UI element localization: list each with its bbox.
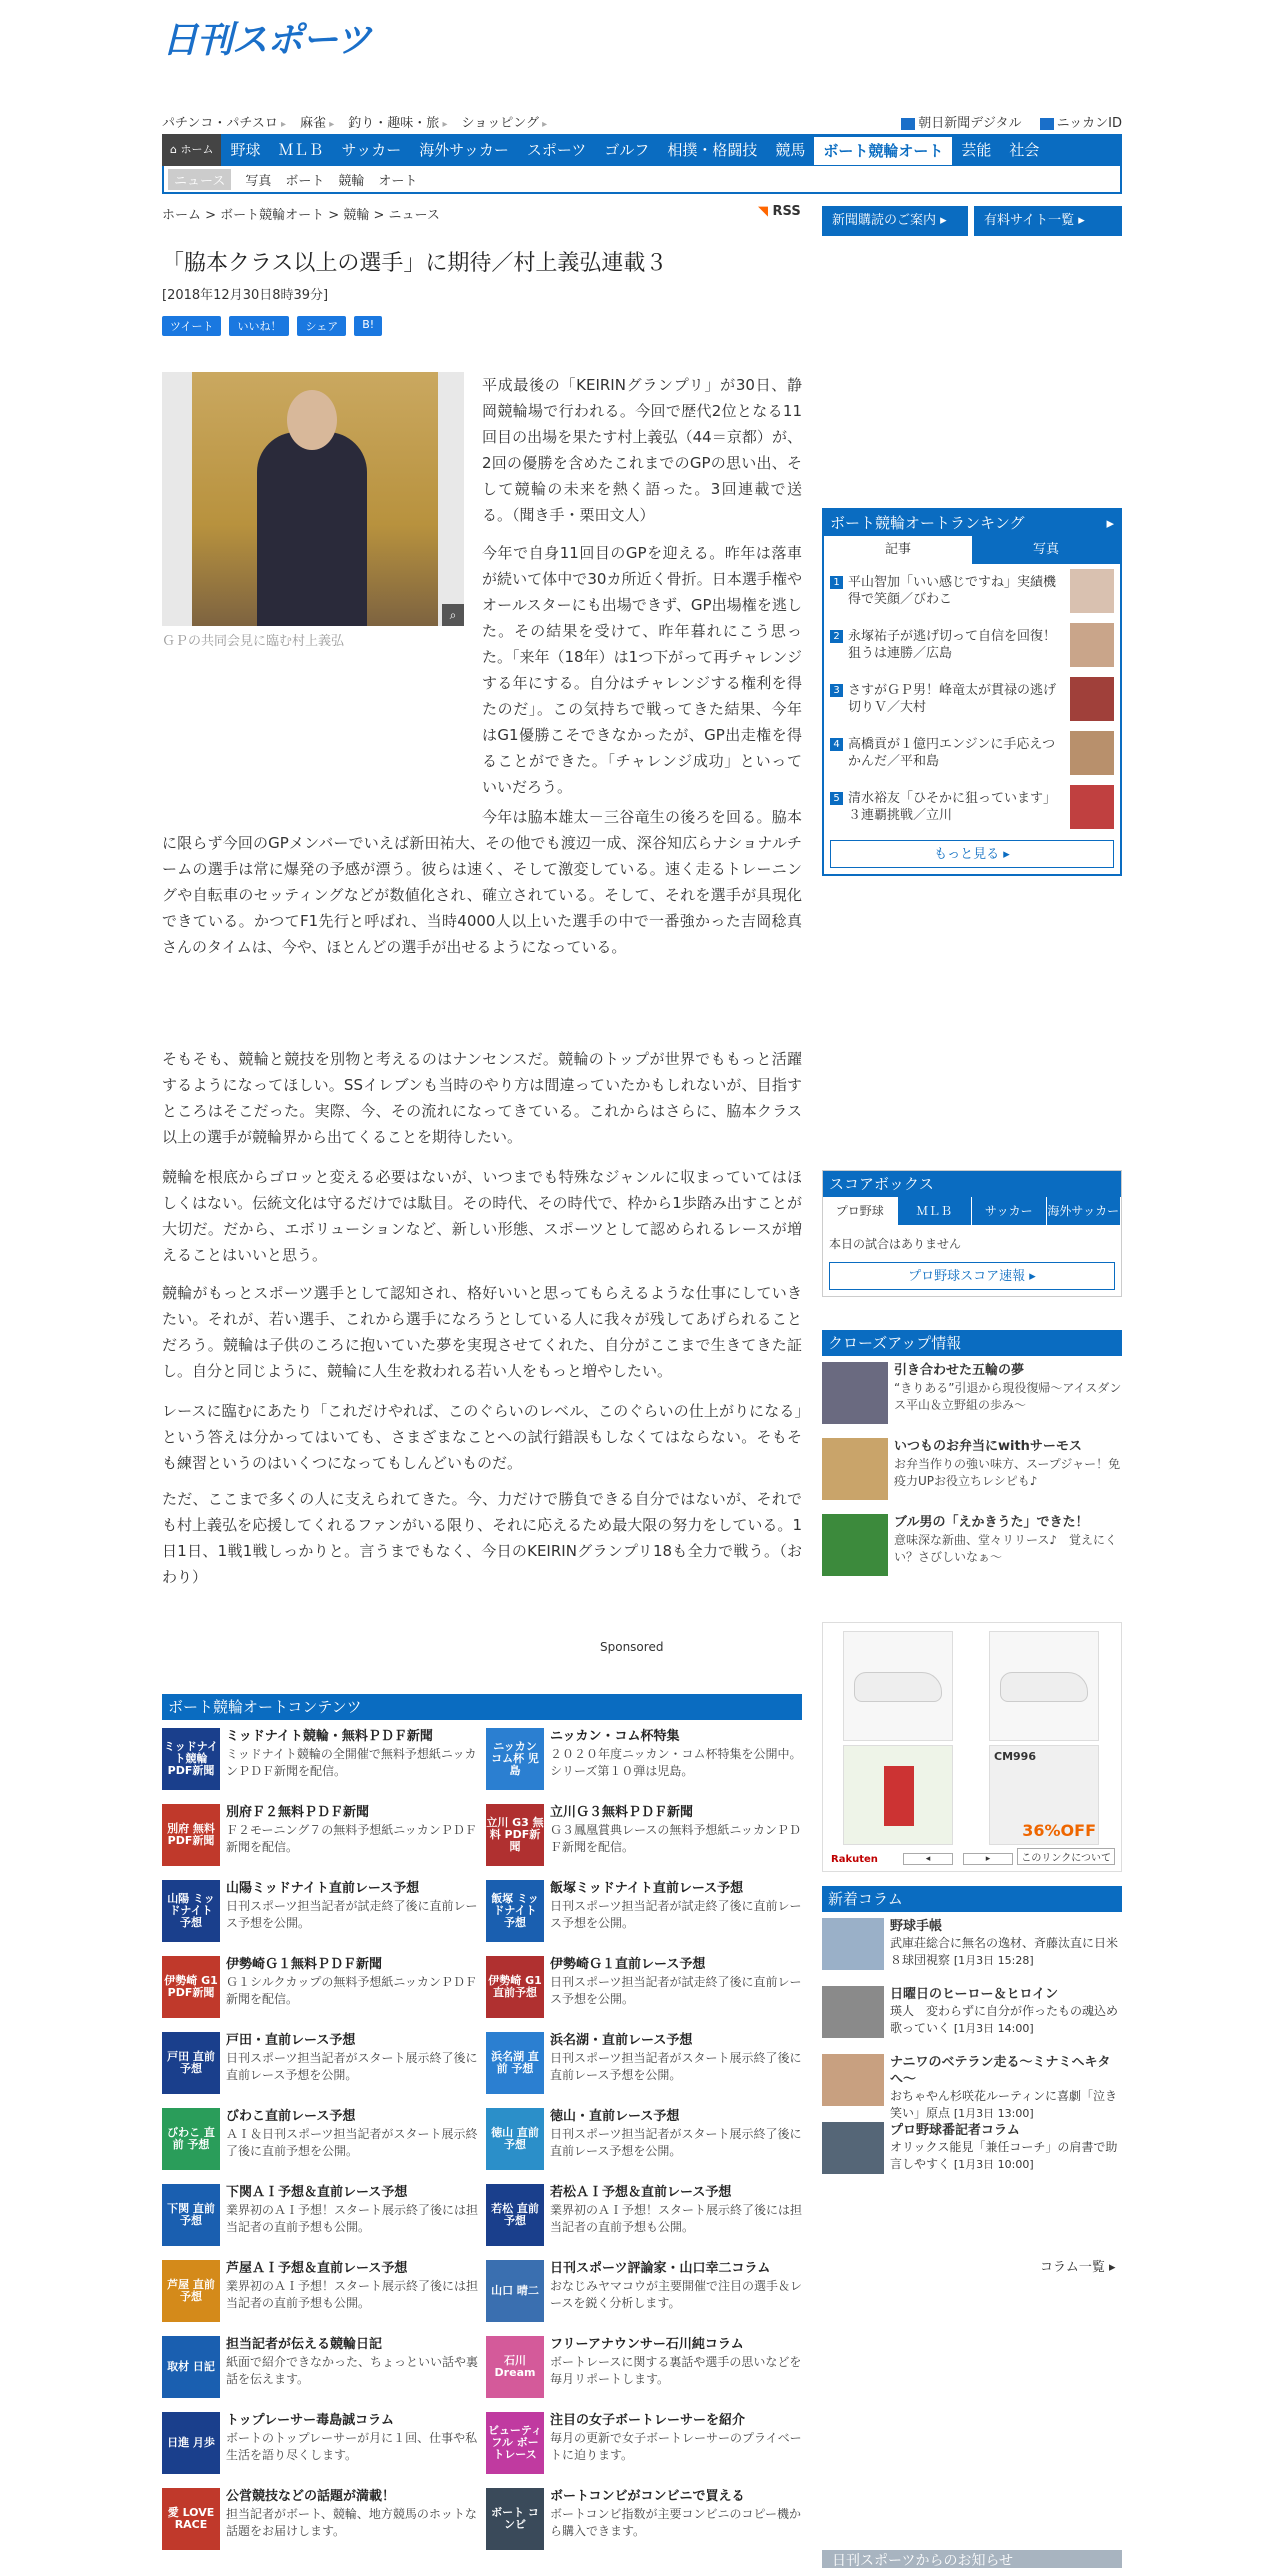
content-desc: 日刊スポーツ担当記者がスタート展示終了後に直前レース予想を公開。 [550, 2127, 802, 2158]
content-title[interactable]: 伊勢崎Ｇ１無料ＰＤＦ新聞 [226, 1957, 383, 1972]
content-desc: ボートコンビ指数が主要コンビニのコピー機から購入できます。 [550, 2507, 802, 2538]
tweet-button[interactable]: ツイート [162, 316, 221, 336]
content-thumbnail-icon: 戸田 直前 予想 [162, 2032, 220, 2094]
content-thumbnail-icon: 飯塚 ミッドナイト 予想 [486, 1880, 544, 1942]
content-thumbnail-icon: 山口 晴二 [486, 2260, 544, 2322]
scorebox-tabs [823, 1197, 1121, 1225]
content-text [226, 2336, 478, 2404]
column-desc-text: おちゃやん杉咲花ルーティンに喜劇「泣き笑い」原点 [890, 2089, 1118, 2120]
boat-content-item[interactable] [162, 1880, 478, 1948]
content-thumbnail-icon: 石川 Dream [486, 2336, 544, 2398]
boat-content-item[interactable] [486, 1728, 802, 1796]
ranking-title: さすがＧＰ男！峰竜太が貫禄の逃げ切りＶ／大村 [848, 683, 1057, 715]
content-title[interactable]: 伊勢崎Ｇ１直前レース予想 [550, 1957, 706, 1972]
ranking-thumbnail [1070, 731, 1114, 775]
boat-content-item[interactable] [486, 2488, 802, 2556]
subnav-link[interactable]: パチンコ・パチスロ ▸ [162, 116, 286, 131]
snav-boat[interactable]: ボート [285, 173, 325, 189]
column-desc [890, 2139, 1122, 2173]
ranking-item[interactable] [824, 618, 1120, 672]
content-text [226, 1728, 478, 1796]
content-thumbnail-icon: 徳山 直前 予想 [486, 2108, 544, 2170]
boat-content-item[interactable] [486, 1956, 802, 2024]
ad-product[interactable] [843, 1631, 953, 1741]
closeup-desc: 意味深な新曲、堂々リリース♪ 覚えにくい？さびしいなぁ〜 [894, 1533, 1118, 1564]
content-desc: 業界初のＡＩ予想！スタート展示終了後には担当記者の直前予想も公開。 [550, 2203, 803, 2234]
utility-nav [162, 112, 1122, 132]
content-desc: 紙面で紹介できなかった、ちょっといい話や裏話を伝えます。 [226, 2355, 479, 2386]
column-desc-text: 瑛人 変わらずに自分が作ったもの魂込め歌っていく [890, 2004, 1119, 2035]
content-text [550, 2108, 802, 2176]
content-desc: ボートレースに関する裏話や選手の思いなどを毎月リポートします。 [550, 2355, 802, 2386]
content-text [226, 1804, 478, 1872]
ad-product[interactable]: CM996 36%OFF [989, 1745, 1099, 1845]
content-desc: 業界初のＡＩ予想！スタート展示終了後には担当記者の直前予想も公開。 [226, 2203, 479, 2234]
subnav-link[interactable]: 麻雀 ▸ [300, 116, 334, 131]
article-paragraph: 競輪がもっとスポーツ選手として認知され、格好いいと思ってもらえるような仕事にしていきたい。それが、若い選手、これから選手になろうとしている人に我々が残してあげられることだろう。競輪は子供のころに抱いていた夢を実現させてくれた、自分がここまで生きてきた証し。自分と同じように、競輪に人生を救われる若い人をもっと増やしたい。 [162, 1284, 802, 1380]
photo-subject-head [287, 390, 337, 450]
ranking-number: 1 [830, 576, 843, 589]
content-text [226, 2184, 478, 2252]
boat-contents-heading: ボート競輪オートコンテンツ [162, 1694, 802, 1720]
ranking-panel [822, 508, 1122, 876]
closeup-title[interactable]: 引き合わせた五輪の夢 [894, 1363, 1025, 1378]
content-thumbnail-icon: 下関 直前 予想 [162, 2184, 220, 2246]
content-text [226, 2260, 478, 2328]
content-title[interactable]: 公営競技などの話題が満載！ [226, 2489, 396, 2504]
ranking-thumbnail [1070, 569, 1114, 613]
content-title[interactable]: 担当記者が伝える競輪日記 [226, 2337, 383, 2352]
ad-about-link[interactable]: このリンクについて [1017, 1848, 1115, 1865]
content-thumbnail-icon: 芦屋 直前 予想 [162, 2260, 220, 2322]
content-title[interactable]: トップレーサー毒島誠コラム [226, 2413, 394, 2428]
content-desc: 業界初のＡＩ予想！スタート展示終了後には担当記者の直前予想も公開。 [226, 2279, 479, 2310]
content-text [550, 2488, 802, 2556]
ranking-list [824, 564, 1120, 834]
content-text [550, 2412, 802, 2480]
content-thumbnail-icon: 愛 LOVE RACE [162, 2488, 220, 2550]
nav-item[interactable]: 社会 [1009, 141, 1040, 159]
content-desc: 担当記者がボート、競輪、地方競馬のホットな話題をお届けします。 [226, 2507, 477, 2538]
ranking-number: 2 [830, 630, 843, 643]
content-text [550, 2032, 802, 2100]
column-desc [890, 1935, 1122, 1969]
boat-content-item[interactable] [486, 2032, 802, 2100]
social-buttons [162, 316, 382, 336]
content-title[interactable]: ミッドナイト競輪・無料ＰＤＦ新聞 [226, 1729, 433, 1744]
content-thumbnail-icon: 浜名湖 直前 予想 [486, 2032, 544, 2094]
closeup-desc: “きりある”引退から現役復帰〜アイスダンス平山＆立野組の歩み〜 [894, 1381, 1122, 1412]
article-date: [2018年12月30日8時39分] [162, 288, 329, 303]
article-photo[interactable] [162, 372, 464, 626]
rss-link[interactable]: ◥ RSS [758, 204, 801, 219]
column-list-link[interactable]: コラム一覧 ▸ [1040, 2260, 1116, 2275]
photo-caption: ＧＰの共同会見に臨む村上義弘 [162, 634, 345, 649]
closeup-item[interactable] [822, 1438, 1122, 1508]
content-desc: 日刊スポーツ担当記者が試走終了後に直前レース予想を公開。 [550, 1899, 802, 1930]
content-text [226, 2108, 478, 2176]
nikkan-id-link[interactable]: ニッカンID [1040, 116, 1122, 131]
closeup-item[interactable] [822, 1514, 1122, 1584]
column-time: [1月3日 13:00] [953, 2107, 1034, 2120]
content-thumbnail-icon: 日進 月歩 [162, 2412, 220, 2474]
article-paragraph: そもそも、競輪と競技を別物と考えるのはナンセンスだ。競輪のトップが世界でももっと活躍するようになってほしい。SSイレブンも当時のやり方は間違っていたかもしれないが、目指すところはそこだった。実際、今、その流れになってきている。これからはさらに、脇本クラス以上の選手が競輪界から出てくることを期待したい。 [162, 1050, 802, 1146]
scorebox [822, 1170, 1122, 1297]
section-nav [162, 166, 1122, 194]
tab-overseas-soccer[interactable]: 海外サッカー [1047, 1197, 1122, 1225]
ad-banner[interactable] [822, 1622, 1122, 1872]
content-thumbnail-icon: 取材 日記 [162, 2336, 220, 2398]
content-title[interactable]: ボートコンビがコンビニで買える [550, 2489, 745, 2504]
ranking-thumbnail [1070, 785, 1114, 829]
asahi-icon [901, 118, 915, 130]
boat-content-item[interactable] [162, 2108, 478, 2176]
tab-photos[interactable]: 写真 [972, 536, 1120, 564]
content-title[interactable]: 立川Ｇ３無料ＰＤＦ新聞 [550, 1805, 694, 1820]
ranking-heading[interactable]: ボート競輪オートランキング ▸ [824, 510, 1120, 536]
column-title[interactable]: 野球手帳 [890, 1919, 943, 1934]
snav-keirin[interactable]: 競輪 [338, 173, 365, 189]
tab-articles[interactable]: 記事 [824, 536, 972, 564]
hatena-button[interactable]: B! [354, 316, 382, 336]
column-desc-text: オリックス能見「兼任コーチ」の肩書で助言しやすく [890, 2140, 1118, 2171]
column-title[interactable]: 日曜日のヒーロー＆ヒロイン [890, 1987, 1059, 2002]
content-thumbnail-icon: 伊勢崎 G1 直前予想 [486, 1956, 544, 2018]
nav-home[interactable]: ⌂ ホーム [162, 134, 221, 166]
content-desc: 日刊スポーツ担当記者が試走終了後に直前レース予想を公開。 [550, 1975, 802, 2006]
content-text [226, 2488, 478, 2556]
content-title[interactable]: 若松ＡＩ予想＆直前レース予想 [550, 2185, 732, 2200]
content-desc: ２０２０年度ニッカン・コム杯特集を公開中。シリーズ第１０弾は児島。 [550, 1747, 802, 1778]
subnav-link[interactable]: 釣り・趣味・旅 ▸ [348, 116, 447, 131]
content-title[interactable]: 山陽ミッドナイト直前レース予想 [226, 1881, 420, 1896]
snav-news[interactable]: ニュース [168, 169, 231, 190]
boat-content-item[interactable] [486, 1804, 802, 1872]
ad-product[interactable] [989, 1631, 1099, 1741]
content-thumbnail-icon: ミッドナイト競輪 PDF新聞 [162, 1728, 220, 1790]
notice-heading: 日刊スポーツからのお知らせ [822, 2550, 1122, 2568]
content-text [226, 1956, 478, 2024]
column-thumbnail [822, 2122, 884, 2174]
closeup-title[interactable]: ブル男の「えかきうた」できた！ [894, 1515, 1089, 1530]
closeup-thumbnail [822, 1438, 888, 1500]
ranking-number: 5 [830, 792, 843, 805]
content-text [550, 2184, 802, 2252]
boat-contents-grid [162, 1728, 802, 2556]
ranking-tabs [824, 536, 1120, 564]
content-thumbnail-icon: 立川 G3 無料 PDF新聞 [486, 1804, 544, 1866]
boat-contents [162, 1694, 802, 2556]
closeup-panel [822, 1330, 1122, 1584]
column-item[interactable] [822, 1918, 1122, 1980]
column-item[interactable] [822, 2122, 1122, 2184]
boat-content-item[interactable] [486, 1880, 802, 1948]
snav-auto[interactable]: オート [378, 173, 418, 189]
content-desc: ミッドナイト競輪の全開催で無料予想紙ニッカンＰＤＦ新聞を配信。 [226, 1747, 477, 1778]
content-text [226, 2032, 478, 2100]
boat-content-item[interactable] [162, 2032, 478, 2100]
closeup-item[interactable] [822, 1362, 1122, 1432]
column-item[interactable] [822, 2054, 1122, 2120]
column-text [890, 1986, 1122, 2048]
site-logo[interactable]: 日刊スポーツ [162, 20, 371, 61]
ranking-item[interactable] [824, 564, 1120, 618]
column-thumbnail [822, 1918, 884, 1970]
content-title[interactable]: 飯塚ミッドナイト直前レース予想 [550, 1881, 744, 1896]
content-thumbnail-icon: 伊勢崎 G1 PDF新聞 [162, 1956, 220, 2018]
paid-sites-button[interactable]: 有料サイト一覧 ▸ [974, 206, 1122, 236]
column-time: [1月3日 10:00] [953, 2158, 1034, 2171]
content-desc: ＡＩ＆日刊スポーツ担当記者がスタート展示終了後に直前予想を公開。 [226, 2127, 478, 2158]
boat-content-item[interactable] [162, 2488, 478, 2556]
content-text [550, 1804, 802, 1872]
closeup-title[interactable]: いつものお弁当にwithサーモス [894, 1439, 1082, 1454]
content-title[interactable]: 戸田・直前レース予想 [226, 2033, 356, 2048]
content-title[interactable]: 日刊スポーツ評論家・山口幸二コラム [550, 2261, 771, 2276]
global-nav [162, 134, 1122, 166]
content-title[interactable]: 徳山・直前レース予想 [550, 2109, 680, 2124]
article-title: 「脇本クラス以上の選手」に期待／村上義弘連載３ [162, 251, 668, 276]
boat-content-item[interactable] [486, 2184, 802, 2252]
content-title[interactable]: 芦屋ＡＩ予想＆直前レース予想 [226, 2261, 408, 2276]
nav-item[interactable]: サッカー [341, 141, 402, 159]
content-thumbnail-icon: 別府 無料 PDF新聞 [162, 1804, 220, 1866]
boat-content-item[interactable] [162, 1728, 478, 1796]
content-text [550, 1956, 802, 2024]
nav-item[interactable]: 相撲・格闘技 [667, 141, 758, 159]
content-text [550, 2260, 802, 2328]
content-desc: 日刊スポーツ担当記者が試走終了後に直前レース予想を公開。 [226, 1899, 478, 1930]
closeup-heading: クローズアップ情報 [822, 1330, 1122, 1356]
nav-item[interactable]: 野球 [230, 141, 261, 159]
nav-item[interactable]: スポーツ [526, 141, 587, 159]
ranking-item[interactable] [824, 726, 1120, 780]
article-paragraph: 今年は脇本雄太－三谷竜生の後ろを回る。脇本に限らず今回のGPメンバーでいえば新田祐大、その他でも渡辺一成、深谷知広らナショナルチームの選手は常に爆発の予感が漂う。彼らは速く、そして激変している。速く走るトレーニングや自転車のセッティングなどが数値化され、確立されている。そして、それを選手が具現化できている。かつてF1先行と呼ばれ、当時4000人以上いた選手の中で一番強かった吉岡稔真さんのタイムは、今や、ほとんどの選手が出せるようになっている。 [162, 808, 802, 956]
content-text [550, 1880, 802, 1948]
nav-item[interactable]: ＭＬＢ [278, 141, 324, 159]
column-text [890, 2054, 1122, 2120]
closeup-desc: お弁当作りの強い味方、スープジャー！免疫力UPお役立ちレシピも♪ [894, 1457, 1121, 1488]
content-desc: 日刊スポーツ担当記者がスタート展示終了後に直前レース予想を公開。 [550, 2051, 802, 2082]
boat-content-item[interactable] [486, 2336, 802, 2404]
closeup-list [822, 1362, 1122, 1584]
like-button[interactable]: いいね！ [229, 316, 289, 336]
boat-content-item[interactable] [486, 2108, 802, 2176]
article-paragraph: 今年で自身11回目のGPを迎える。昨年は落車が続いて体中で30カ所近く骨折。日本選手権やオールスターにも出場できず、GP出場権を逃した。その結果を受けて、昨年暮れにこう思った。「来年（18年）は1つ下がって再チャレンジする年にする。自分はチャレンジする権利を得たのだ」。この気持ちで戦ってきた結果、今年はG1優勝こそできなかったが、GP出走権を得ることができた。「チャレンジ成功」といっていいだろう。 [482, 544, 802, 796]
rss-icon: ◥ [758, 204, 768, 219]
content-desc: Ｇ３鳳凰賞典レースの無料予想紙ニッカンＰＤＦ新聞を配信。 [550, 1823, 801, 1854]
nav-item[interactable]: ゴルフ [604, 141, 650, 159]
ranking-title: 永塚祐子が逃げ切って自信を回復！狙うは連勝／広島 [848, 629, 1057, 661]
ranking-thumbnail [1070, 677, 1114, 721]
column-thumbnail [822, 1986, 884, 2038]
column-time: [1月3日 15:28] [953, 1954, 1034, 1967]
closeup-text [894, 1362, 1122, 1432]
content-desc: 毎月の更新で女子ボートレーサーのプライベートに迫ります。 [550, 2431, 802, 2462]
content-desc: Ｆ２モーニング７の無料予想紙ニッカンＰＤＦ新聞を配信。 [226, 1823, 477, 1854]
tab-mlb[interactable]: ＭＬＢ [898, 1197, 973, 1225]
nav-item-active[interactable]: ボート競輪オート [814, 137, 952, 165]
no-games-text: 本日の試合はありません [829, 1237, 962, 1251]
breadcrumb[interactable]: ホーム > ボート競輪オート > 競輪 > ニュース [162, 208, 440, 223]
article-paragraph: ただ、ここまで多くの人に支えられてきた。今、力だけで勝負できる自分ではないが、それでも村上義弘を応援してくれるファンがいる限り、それに応えるため最大限の努力をしている。1日1日、1戦1戦しっかりと。言うまでもなく、今日のKEIRINグランプリ18も全力で戦う。（おわり） [162, 1490, 802, 1586]
tab-soccer[interactable]: サッカー [972, 1197, 1047, 1225]
content-thumbnail-icon: 山陽 ミッドナイト 予想 [162, 1880, 220, 1942]
ranking-title: 高橋貢が１億円エンジンに手応えつかんだ／平和島 [848, 737, 1056, 769]
content-thumbnail-icon: 若松 直前 予想 [486, 2184, 544, 2246]
boat-content-item[interactable] [486, 2412, 802, 2480]
zoom-icon[interactable]: ⌕ [442, 604, 464, 626]
content-title[interactable]: びわこ直前レース予想 [226, 2109, 356, 2124]
content-desc: ボートのトップレーサーが月に１回、仕事や私生活を語り尽くします。 [226, 2431, 478, 2462]
column-text [890, 2122, 1122, 2184]
photo-subject [257, 432, 367, 626]
scorebox-heading: スコアボックス [823, 1171, 1121, 1197]
content-title[interactable]: 注目の女子ボートレーサーを紹介 [550, 2413, 746, 2428]
tab-npb[interactable]: プロ野球 [823, 1197, 898, 1225]
content-text [226, 1880, 478, 1948]
article-paragraph: 競輪を根底からゴロッと変える必要はないが、いつまでも特殊なジャンルに収まっていてはほしくはない。伝統文化は守るだけでは駄目。その時代、その時代で、枠から1歩踏み出すことが大切だ。だから、エボリューションなど、新しい形態、スポーツとして認められるレースが増えることはいいと思う。 [162, 1168, 802, 1264]
article-paragraph: レースに臨むにあたり「これだけやれば、このぐらいのレベル、このぐらいの仕上がりになる」という答えは分かってはいても、さまざまなことへの試行錯誤もしなくてはならない。そもそも練習というのはいくつになってもしんどいものだ。 [162, 1402, 802, 1472]
column-item[interactable] [822, 1986, 1122, 2048]
column-desc [890, 2003, 1122, 2037]
column-desc [890, 2088, 1122, 2122]
column-heading: 新着コラム [822, 1886, 1122, 1912]
score-live-button[interactable]: プロ野球スコア速報 ▸ [829, 1262, 1115, 1290]
ranking-more-button[interactable]: もっと見る ▸ [830, 840, 1114, 868]
content-text [550, 2336, 802, 2404]
column-title[interactable]: ナニワのベテラン走る〜ミナミヘキタへ〜 [890, 2055, 1111, 2087]
sponsored-label: Sponsored [600, 1640, 664, 1654]
ranking-number: 4 [830, 738, 843, 751]
content-title[interactable]: 浜名湖・直前レース予想 [550, 2033, 693, 2048]
content-title[interactable]: ニッカン・コム杯特集 [550, 1729, 680, 1744]
article-paragraph: 平成最後の「KEIRINグランプリ」が30日、静岡競輪場で行われる。今回で歴代2位となる11回目の出場を果たす村上義弘（44＝京都）が、2回の優勝を含めたこれまでのGPの思い出、そして競輪の未来を熱く語った。3回連載で送る。（聞き手・栗田文人） [482, 376, 802, 524]
closeup-thumbnail [822, 1514, 888, 1576]
content-title[interactable]: 別府Ｆ２無料ＰＤＦ新聞 [226, 1805, 370, 1820]
ranking-item[interactable] [824, 780, 1120, 834]
boat-content-item[interactable] [162, 2184, 478, 2252]
content-thumbnail-icon: ボート コンビ [486, 2488, 544, 2550]
boat-content-item[interactable] [162, 2412, 478, 2480]
ad-prev-button[interactable]: ◂ [903, 1853, 953, 1865]
share-button[interactable]: シェア [297, 316, 346, 336]
closeup-text [894, 1514, 1122, 1584]
content-title[interactable]: フリーアナウンサー石川純コラム [550, 2337, 744, 2352]
ranking-thumbnail [1070, 623, 1114, 667]
boat-content-item[interactable] [162, 1956, 478, 2024]
closeup-text [894, 1438, 1122, 1508]
ad-brand: Rakuten [831, 1854, 878, 1865]
ranking-title: 清水裕友「ひそかに狙っています」３連覇挑戦／立川 [848, 791, 1057, 823]
subnav-link[interactable]: ショッピング ▸ [461, 116, 547, 131]
ranking-item[interactable] [824, 672, 1120, 726]
content-text [550, 1728, 802, 1796]
snav-photo[interactable]: 写真 [245, 173, 272, 189]
nav-item[interactable]: 芸能 [961, 141, 992, 159]
nav-item[interactable]: 海外サッカー [419, 141, 509, 159]
id-icon [1040, 118, 1054, 130]
ad-next-button[interactable]: ▸ [963, 1853, 1013, 1865]
content-text [226, 2412, 478, 2480]
boat-content-item[interactable] [162, 2336, 478, 2404]
content-thumbnail-icon: びわこ 直前 予想 [162, 2108, 220, 2170]
content-title[interactable]: 下関ＡＩ予想＆直前レース予想 [226, 2185, 408, 2200]
content-thumbnail-icon: ビューティフル ボートレース [486, 2412, 544, 2474]
column-list [822, 1918, 1122, 2184]
content-desc: 日刊スポーツ担当記者がスタート展示終了後に直前レース予想を公開。 [226, 2051, 478, 2082]
column-time: [1月3日 14:00] [953, 2022, 1034, 2035]
boat-content-item[interactable] [486, 2260, 802, 2328]
column-title[interactable]: プロ野球番記者コラム [890, 2123, 1020, 2138]
column-thumbnail [822, 2054, 884, 2106]
boat-content-item[interactable] [162, 1804, 478, 1872]
asahi-link[interactable]: 朝日新聞デジタル [901, 116, 1021, 131]
column-panel [822, 1886, 1122, 2184]
closeup-thumbnail [822, 1362, 888, 1424]
column-desc-text: 武庫荘総合に無名の逸材、斉藤汰直に日米８球団視察 [890, 1936, 1119, 1967]
nav-item[interactable]: 競馬 [775, 141, 806, 159]
boat-content-item[interactable] [162, 2260, 478, 2328]
content-desc: Ｇ１シルクカップの無料予想紙ニッカンＰＤＦ新聞を配信。 [226, 1975, 477, 2006]
column-text [890, 1918, 1122, 1980]
ranking-title: 平山智加「いい感じですね」実績機得で笑顔／びわこ [848, 575, 1057, 607]
ranking-number: 3 [830, 684, 843, 697]
ad-product[interactable] [843, 1745, 953, 1845]
content-desc: おなじみヤマコウが主要開催で注目の選手＆レースを鋭く分析します。 [550, 2279, 803, 2310]
subscribe-button[interactable]: 新聞購読のご案内 ▸ [822, 206, 968, 236]
content-thumbnail-icon: ニッカン コム杯 児島 [486, 1728, 544, 1790]
